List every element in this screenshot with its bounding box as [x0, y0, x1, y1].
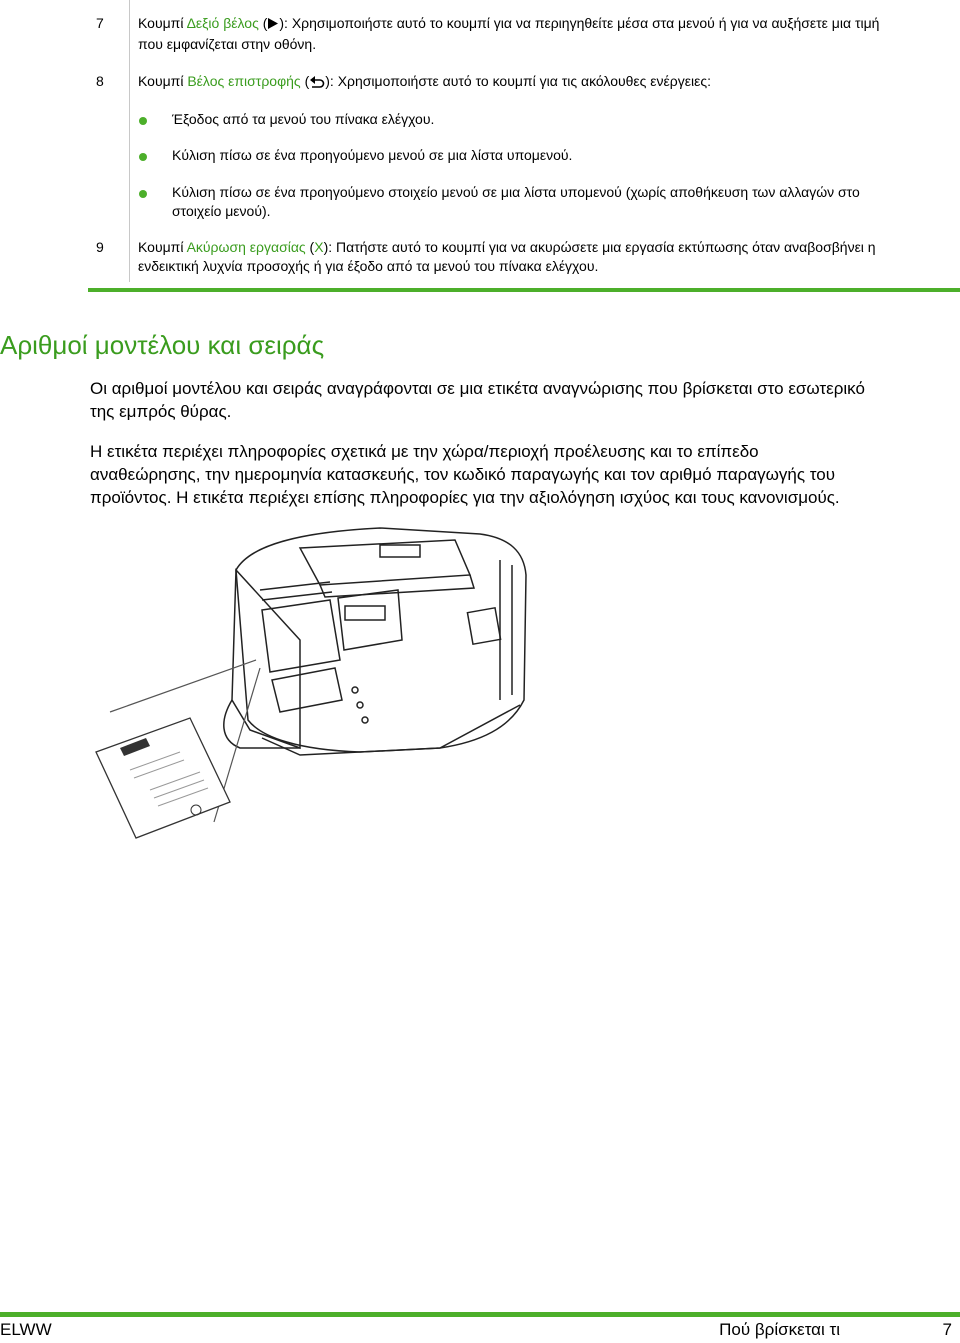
page-number: 7 — [942, 1320, 952, 1339]
item-9-number: 9 — [96, 239, 104, 255]
identification-label-illustration — [96, 718, 230, 838]
item-7-number: 7 — [96, 15, 104, 31]
button-name-cancel-job: Ακύρωση εργασίας — [186, 239, 306, 255]
paragraph-label-contents: Η ετικέτα περιέχει πληροφορίες σχετικά με την χώρα/περιοχή προέλευσης και το επίπεδο αναθεώρησης, την ημερομηνία κατασκευής, τον κωδικό παραγωγής και τον αριθμό παραγωγής του προϊόντος. Η ετικέτα περιέχει επίσης πληροφορίες για την αξιολόγηση ισχύος και τους κανονισμούς. — [90, 442, 840, 507]
bullet-item: Έξοδος από τα μενού του πίνακα ελέγχου. — [172, 111, 435, 127]
item-9-text: Κουμπί Ακύρωση εργασίας (X): Πατήστε αυτό το κουμπί για να ακυρώσετε μια εργασία εκτύπωσης όταν αναβοσβήνει η ενδεικτική λυχνία προσοχής ή για έξοδο από τα μενού του πίνακα ελέγχου. — [138, 239, 876, 274]
button-name-right-arrow: Δεξιό βέλος — [186, 15, 259, 31]
footer-section-title: Πού βρίσκεται τι — [719, 1320, 840, 1339]
item-7-text: Κουμπί Δεξιό βέλος ( ): Χρησιμοποιήστε αυτό το κουμπί για να περιηγηθείτε μέσα στα μενού ή για να αυξήσετε μια τιμή που εμφανίζεται στην οθόνη. — [138, 15, 880, 52]
bullet-item: Κύλιση πίσω σε ένα προηγούμενο στοιχείο μενού σε μια λίστα υπομενού (χωρίς αποθήκευση των αλλαγών στο στοιχείο μενού). — [172, 184, 860, 219]
cancel-symbol: X — [314, 239, 324, 255]
section-heading: Αριθμοί μοντέλου και σειράς — [0, 330, 325, 360]
button-name-back-arrow: Βέλος επιστροφής — [187, 73, 301, 89]
bullet-item: Κύλιση πίσω σε ένα προηγούμενο μενού σε μια λίστα υπομενού. — [172, 147, 573, 163]
item-8-text: Κουμπί Βέλος επιστροφής ( ): Χρησιμοποιήστε αυτό το κουμπί για τις ακόλουθες ενέργειες: — [138, 72, 948, 93]
item-8-number: 8 — [96, 73, 104, 89]
footer-left: ELWW — [0, 1320, 52, 1339]
paragraph-location: Οι αριθμοί μοντέλου και σειράς αναγράφονται σε μια ετικέτα αναγνώρισης που βρίσκεται στο εσωτερικό της εμπρός θύρας. — [90, 379, 865, 421]
footer-rule — [0, 1312, 960, 1317]
